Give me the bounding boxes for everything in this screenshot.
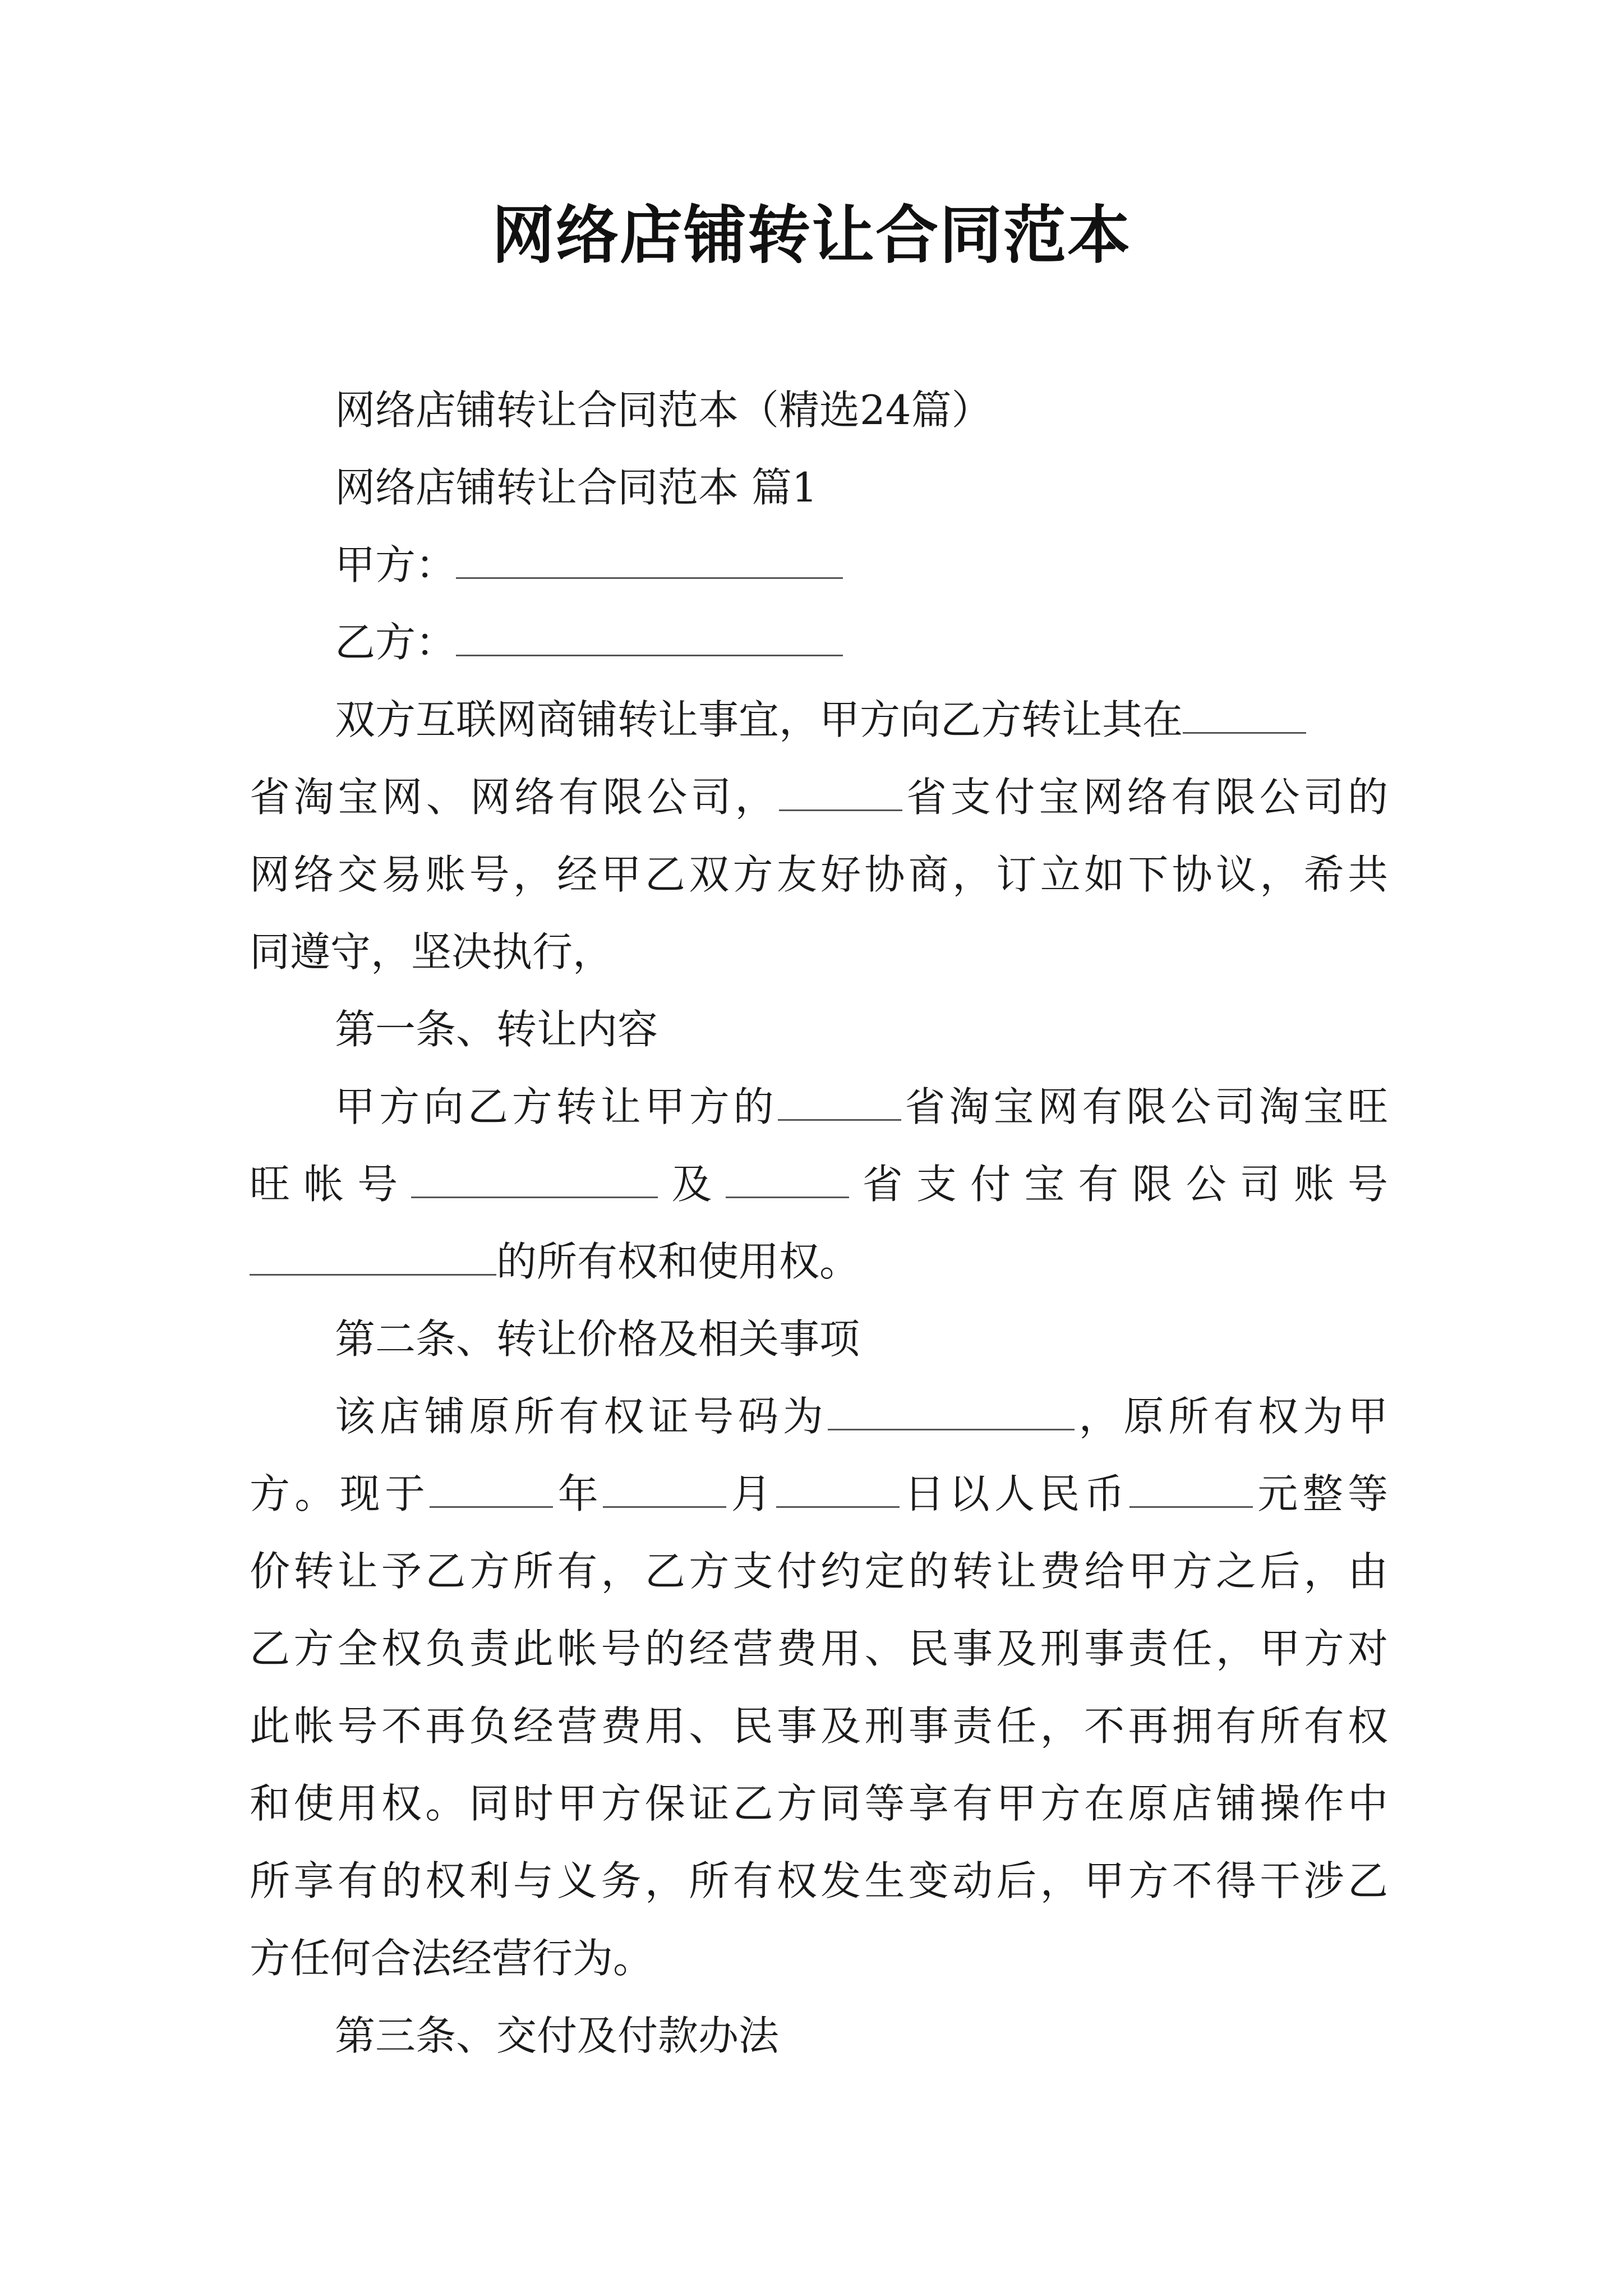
- article-text: 及: [658, 1161, 726, 1208]
- article-2-line-2: [250, 1455, 1388, 1533]
- article-2-line-4: 乙方全权负责此帐号的经营费用、民事及刑事责任，甲方对: [250, 1625, 1388, 1672]
- article-3-heading: 第三条、交付及付款办法: [335, 2012, 780, 2059]
- fill-blank: [776, 1471, 900, 1508]
- article-text: 省淘宝网有限公司淘宝旺: [901, 1083, 1388, 1130]
- article-1-line-1: [250, 1068, 1388, 1145]
- document-title: 网络店铺转让合同范本: [492, 199, 1131, 272]
- article-text: ，原所有权为甲: [1074, 1393, 1388, 1440]
- party-b-line: [250, 604, 1388, 681]
- article-2-line-7: 所享有的权利与义务，所有权发生变动后，甲方不得干涉乙: [250, 1857, 1388, 1904]
- fill-blank: [250, 1239, 496, 1276]
- fill-blank: [430, 1471, 553, 1508]
- article-text: 方。现于: [250, 1470, 430, 1517]
- fill-blank: [411, 1162, 658, 1198]
- intro-text: 省支付宝网络有限公司的: [902, 774, 1388, 821]
- fill-blank: [726, 1162, 849, 1198]
- subtitle: 网络店铺转让合同范本（精选24篇）: [335, 386, 992, 434]
- intro-line-2: [250, 758, 1388, 836]
- article-2-line-6: 和使用权。同时甲方保证乙方同等享有甲方在原店铺操作中: [250, 1780, 1388, 1827]
- article-2-line-5: 此帐号不再负经营费用、民事及刑事责任，不再拥有所有权: [250, 1703, 1388, 1750]
- fill-blank: [1129, 1471, 1253, 1508]
- intro-text: 省淘宝网、网络有限公司，: [250, 774, 780, 821]
- article-1-heading: 第一条、转让内容: [335, 1006, 658, 1053]
- party-a-line: [250, 526, 1388, 604]
- party-b-label: 乙方：: [335, 619, 457, 666]
- article-1-line-3: [250, 1223, 1388, 1300]
- fill-blank: [1183, 697, 1306, 734]
- intro-line-3: 网络交易账号，经甲乙双方友好协商，订立如下协议，希共: [250, 851, 1388, 898]
- article-2-line-8: 方任何合法经营行为。: [250, 1935, 654, 1982]
- article-2-line-3: 价转让予乙方所有，乙方支付约定的转让费给甲方之后，由: [250, 1548, 1388, 1595]
- party-b-blank: [456, 620, 843, 656]
- article-2-heading: 第二条、转让价格及相关事项: [335, 1315, 860, 1363]
- article-text: 日以人民币: [899, 1470, 1129, 1517]
- intro-text: 双方互联网商铺转让事宜，甲方向乙方转让其在: [335, 696, 1183, 743]
- intro-line-4: 同遵守，坚决执行，: [250, 928, 614, 976]
- article-text: 元整等: [1252, 1470, 1388, 1517]
- party-a-label: 甲方：: [335, 541, 457, 588]
- document-body: [250, 371, 1388, 2074]
- article-text: 该店铺原所有权证号码为: [335, 1393, 828, 1440]
- article-text: 甲方向乙方转让甲方的: [335, 1083, 778, 1130]
- section-heading: 网络店铺转让合同范本 篇1: [335, 464, 818, 511]
- intro-line-1: [250, 681, 1388, 758]
- fill-blank: [603, 1471, 726, 1508]
- article-text: 年: [553, 1470, 603, 1517]
- fill-blank: [779, 775, 902, 811]
- article-1-line-2: [250, 1145, 1388, 1223]
- fill-blank: [778, 1084, 901, 1121]
- article-text: 月: [726, 1470, 776, 1517]
- party-a-blank: [456, 542, 843, 579]
- article-text: 的所有权和使用权。: [496, 1238, 860, 1285]
- article-text: 省支付宝有限公司账号: [849, 1161, 1388, 1208]
- fill-blank: [828, 1394, 1075, 1430]
- article-2-line-1: [250, 1378, 1388, 1455]
- article-text: 旺帐号: [250, 1161, 412, 1208]
